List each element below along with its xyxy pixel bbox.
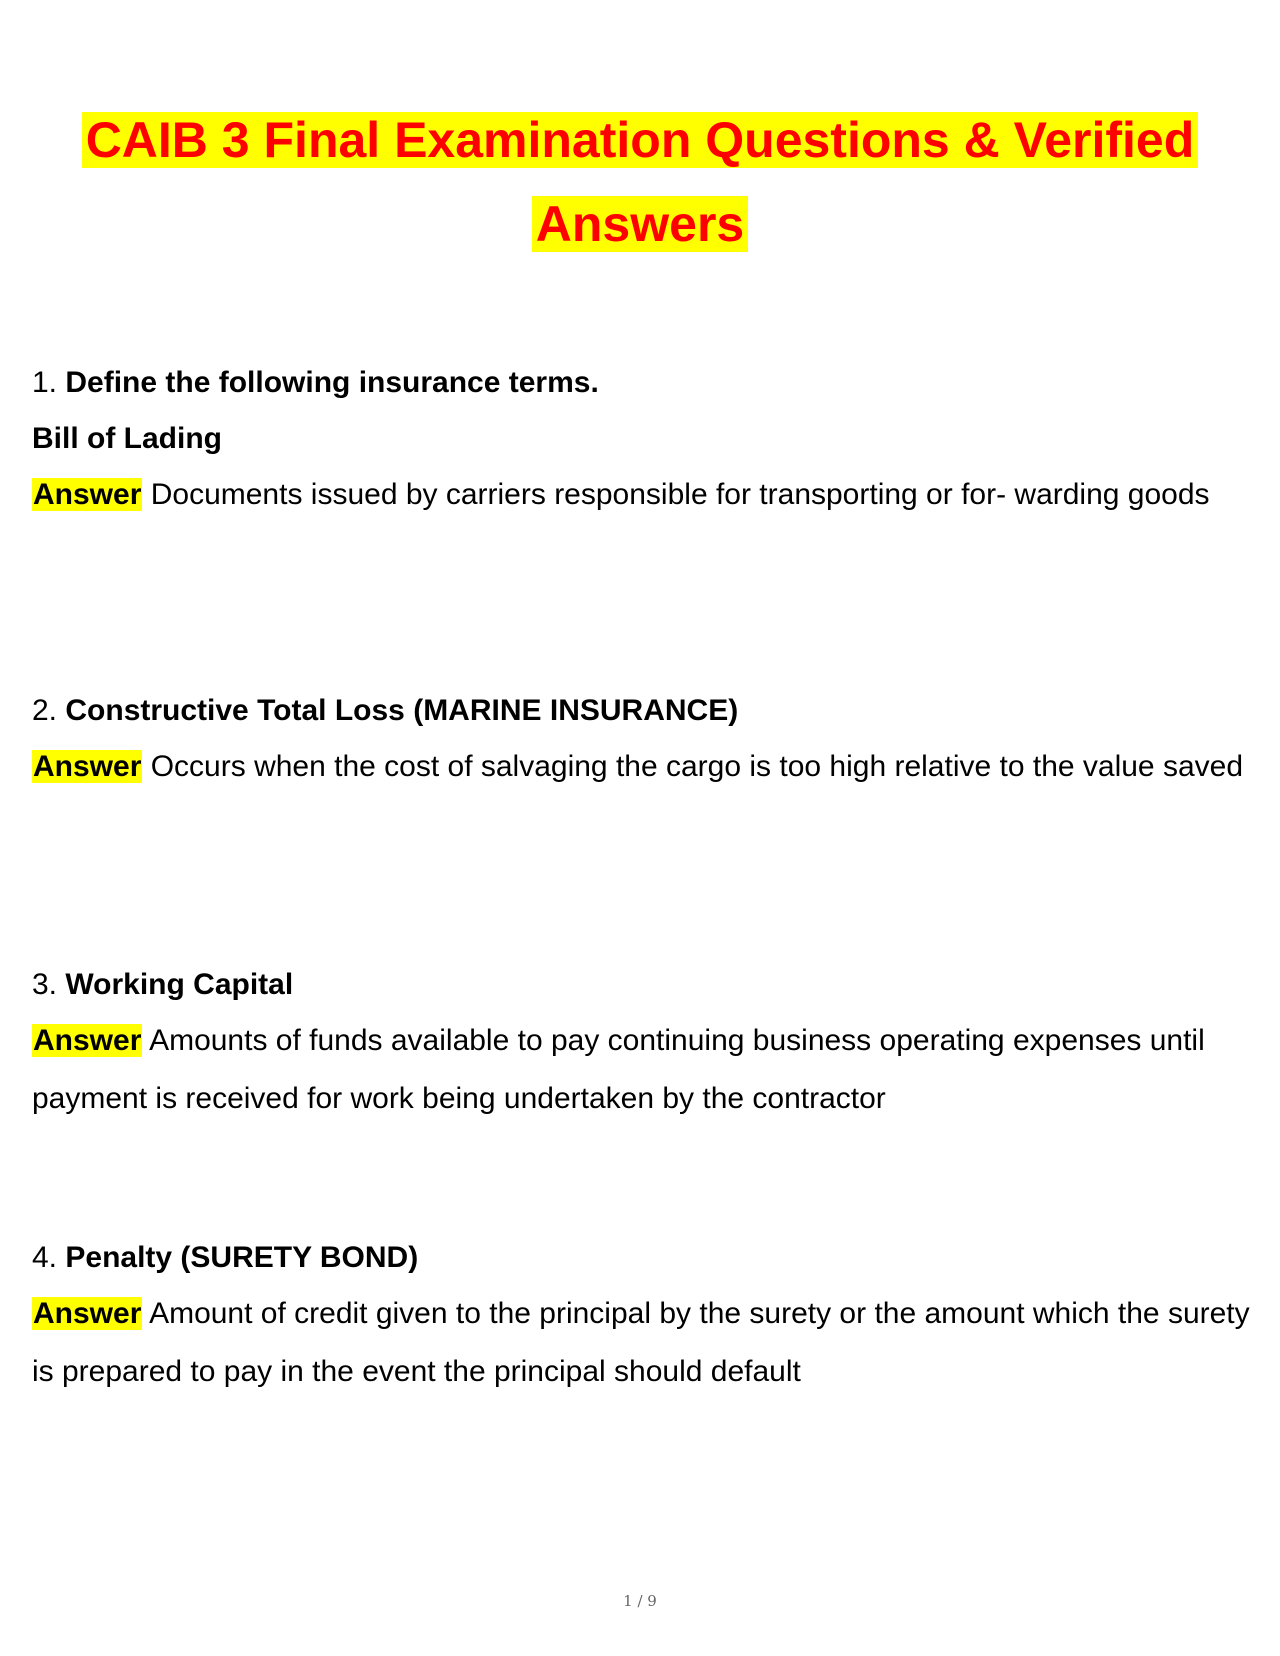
question-2 xyxy=(32,690,1252,732)
answer-4 xyxy=(32,1285,1252,1401)
answer-label: Answer xyxy=(33,1297,142,1330)
question-block-3 xyxy=(32,964,1252,1128)
answer-label: Answer xyxy=(33,1024,142,1057)
question-4 xyxy=(32,1237,1252,1279)
question-text: Define the following insurance terms. xyxy=(65,366,599,399)
question-number: 4. xyxy=(32,1241,58,1274)
question-block-1 xyxy=(32,362,1252,524)
answer-label: Answer xyxy=(33,478,142,511)
answer-text: Amounts of funds available to pay continuing business operating expenses until payment is received for work being undertaken by the contractor xyxy=(32,1024,1205,1115)
question-block-2 xyxy=(32,690,1252,796)
answer-text: Amount of credit given to the principal by the surety or the amount which the surety is prepared to pay in the event the principal should default xyxy=(32,1297,1250,1388)
question-number: 3. xyxy=(32,968,58,1001)
answer-text: Documents issued by carriers responsible for transporting or for- warding goods xyxy=(150,478,1210,511)
answer-1 xyxy=(32,466,1252,524)
page-number: 1 / 9 xyxy=(623,1592,657,1610)
answer-2 xyxy=(32,738,1252,796)
document-title xyxy=(0,112,1280,252)
question-number: 1. xyxy=(32,366,58,399)
question-text: Working Capital xyxy=(65,968,294,1001)
answer-label: Answer xyxy=(33,750,142,783)
title-line-1: CAIB 3 Final Examination Questions & Verified xyxy=(82,112,1199,168)
question-number: 2. xyxy=(32,694,58,727)
answer-text: Occurs when the cost of salvaging the cargo is too high relative to the value saved xyxy=(150,750,1244,783)
question-text: Constructive Total Loss (MARINE INSURANCE) xyxy=(65,694,739,727)
title-line-2: Answers xyxy=(532,196,748,252)
question-text: Penalty (SURETY BOND) xyxy=(65,1241,419,1274)
question-1 xyxy=(32,362,1252,404)
term-bill-of-lading: Bill of Lading xyxy=(32,422,222,455)
question-block-4 xyxy=(32,1237,1252,1401)
question-3 xyxy=(32,964,1252,1006)
answer-3 xyxy=(32,1012,1252,1128)
